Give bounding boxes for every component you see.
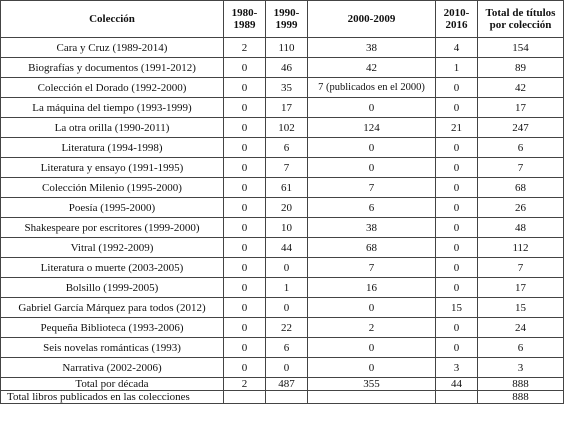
cell-1990-1999: 102: [266, 118, 308, 138]
cell-2000-2009: 7: [308, 178, 436, 198]
table-row: [1, 298, 564, 318]
cell-total: 154: [478, 38, 564, 58]
cell-1980-1989: 2: [224, 38, 266, 58]
header-1980-1989: [224, 1, 266, 38]
cell-1990-1999: 22: [266, 318, 308, 338]
table-row: [1, 98, 564, 118]
cell-total: 26: [478, 198, 564, 218]
cell-1990-1999: 35: [266, 78, 308, 98]
cell-2010-2016: 0: [436, 318, 478, 338]
cell-1980-1989: 0: [224, 318, 266, 338]
table-row: [1, 218, 564, 238]
cell-2010-2016: 0: [436, 338, 478, 358]
grand-total-value: 888: [478, 391, 564, 404]
cell-total: 48: [478, 218, 564, 238]
header-2010-2016: [436, 1, 478, 38]
cell-1990-1999: 20: [266, 198, 308, 218]
decade-total-label: Total por década: [1, 378, 224, 391]
cell-1990-1999: 6: [266, 338, 308, 358]
header-1990-1999-label: 1990- 1999: [273, 7, 300, 31]
cell-coleccion: Narrativa (2002-2006): [1, 358, 224, 378]
cell-1980-1989: 0: [224, 358, 266, 378]
cell-1980-1989: 0: [224, 178, 266, 198]
cell-2000-2009: 0: [308, 298, 436, 318]
cell-2010-2016: 0: [436, 178, 478, 198]
cell-2000-2009: 0: [308, 158, 436, 178]
cell-2010-2016: 15: [436, 298, 478, 318]
decade-total-row: [1, 378, 564, 391]
cell-total: 247: [478, 118, 564, 138]
cell-2010-2016: 0: [436, 138, 478, 158]
header-2010-2016-label: 2010- 2016: [443, 7, 470, 31]
cell-1980-1989: 0: [224, 98, 266, 118]
cell-1980-1989: 0: [224, 118, 266, 138]
cell-coleccion: Biografías y documentos (1991-2012): [1, 58, 224, 78]
cell-2000-2009: 2: [308, 318, 436, 338]
cell-2010-2016: 0: [436, 98, 478, 118]
cell-total: 42: [478, 78, 564, 98]
cell-total: 6: [478, 138, 564, 158]
table-row: [1, 258, 564, 278]
grand-total-empty-1: [224, 391, 266, 404]
cell-1980-1989: 0: [224, 278, 266, 298]
table-row: [1, 278, 564, 298]
cell-1980-1989: 0: [224, 138, 266, 158]
cell-total: 24: [478, 318, 564, 338]
cell-2000-2009: 16: [308, 278, 436, 298]
cell-coleccion: Literatura y ensayo (1991-1995): [1, 158, 224, 178]
decade-total-overall: 888: [478, 378, 564, 391]
cell-1980-1989: 0: [224, 238, 266, 258]
cell-2010-2016: 0: [436, 198, 478, 218]
cell-2000-2009: 0: [308, 358, 436, 378]
grand-total-empty-2: [266, 391, 308, 404]
cell-total: 68: [478, 178, 564, 198]
header-total-titulos-label: Total de títulos por colección: [485, 7, 556, 31]
cell-1980-1989: 0: [224, 298, 266, 318]
cell-2010-2016: 0: [436, 218, 478, 238]
cell-coleccion: La otra orilla (1990-2011): [1, 118, 224, 138]
cell-coleccion: Literatura (1994-1998): [1, 138, 224, 158]
grand-total-empty-4: [436, 391, 478, 404]
cell-total: 15: [478, 298, 564, 318]
cell-1980-1989: 0: [224, 158, 266, 178]
cell-total: 6: [478, 338, 564, 358]
cell-1990-1999: 44: [266, 238, 308, 258]
cell-1980-1989: 0: [224, 78, 266, 98]
table-row: [1, 38, 564, 58]
cell-coleccion: Seis novelas románticas (1993): [1, 338, 224, 358]
grand-total-empty-3: [308, 391, 436, 404]
cell-coleccion: Bolsillo (1999-2005): [1, 278, 224, 298]
cell-total: 17: [478, 278, 564, 298]
cell-2010-2016: 0: [436, 78, 478, 98]
table-row: [1, 198, 564, 218]
cell-2000-2009: 38: [308, 38, 436, 58]
cell-2010-2016: 3: [436, 358, 478, 378]
cell-1990-1999: 61: [266, 178, 308, 198]
cell-coleccion: La máquina del tiempo (1993-1999): [1, 98, 224, 118]
cell-2000-2009: 68: [308, 238, 436, 258]
cell-coleccion: Colección Milenio (1995-2000): [1, 178, 224, 198]
decade-total-2010-2016: 44: [436, 378, 478, 391]
cell-1980-1989: 0: [224, 58, 266, 78]
cell-coleccion: Poesía (1995-2000): [1, 198, 224, 218]
cell-2010-2016: 0: [436, 158, 478, 178]
cell-2000-2009: 7: [308, 258, 436, 278]
cell-coleccion: Cara y Cruz (1989-2014): [1, 38, 224, 58]
table-row: [1, 358, 564, 378]
table-row: [1, 338, 564, 358]
header-coleccion: Colección: [1, 1, 224, 38]
cell-2000-2009: 7 (publicados en el 2000): [308, 78, 436, 98]
cell-1990-1999: 1: [266, 278, 308, 298]
cell-2010-2016: 4: [436, 38, 478, 58]
header-total-titulos: [478, 1, 564, 38]
cell-1990-1999: 17: [266, 98, 308, 118]
cell-2000-2009: 6: [308, 198, 436, 218]
cell-1990-1999: 7: [266, 158, 308, 178]
table-row: [1, 138, 564, 158]
cell-1980-1989: 0: [224, 338, 266, 358]
cell-1990-1999: 110: [266, 38, 308, 58]
cell-2000-2009: 124: [308, 118, 436, 138]
cell-1990-1999: 6: [266, 138, 308, 158]
header-1990-1999: [266, 1, 308, 38]
cell-2010-2016: 1: [436, 58, 478, 78]
cell-1990-1999: 46: [266, 58, 308, 78]
cell-2000-2009: 42: [308, 58, 436, 78]
table-row: [1, 178, 564, 198]
cell-1990-1999: 0: [266, 358, 308, 378]
cell-2000-2009: 38: [308, 218, 436, 238]
header-2000-2009: 2000-2009: [308, 1, 436, 38]
table-row: [1, 238, 564, 258]
grand-total-label: Total libros publicados en las colecciones: [1, 391, 224, 404]
table-body: [1, 38, 564, 378]
cell-1980-1989: 0: [224, 198, 266, 218]
cell-total: 3: [478, 358, 564, 378]
cell-coleccion: Pequeña Biblioteca (1993-2006): [1, 318, 224, 338]
cell-coleccion: Shakespeare por escritores (1999-2000): [1, 218, 224, 238]
cell-2000-2009: 0: [308, 138, 436, 158]
cell-1980-1989: 0: [224, 218, 266, 238]
cell-2010-2016: 0: [436, 258, 478, 278]
cell-1990-1999: 10: [266, 218, 308, 238]
cell-1980-1989: 0: [224, 258, 266, 278]
cell-2000-2009: 0: [308, 98, 436, 118]
cell-2000-2009: 0: [308, 338, 436, 358]
cell-coleccion: Vitral (1992-2009): [1, 238, 224, 258]
cell-total: 7: [478, 158, 564, 178]
cell-total: 89: [478, 58, 564, 78]
cell-2010-2016: 0: [436, 238, 478, 258]
cell-coleccion: Colección el Dorado (1992-2000): [1, 78, 224, 98]
cell-coleccion: Gabriel García Márquez para todos (2012): [1, 298, 224, 318]
table-row: [1, 78, 564, 98]
grand-total-row: [1, 391, 564, 404]
header-1980-1989-label: 1980- 1989: [231, 7, 258, 31]
cell-1990-1999: 0: [266, 258, 308, 278]
cell-total: 17: [478, 98, 564, 118]
table-row: [1, 58, 564, 78]
cell-coleccion: Literatura o muerte (2003-2005): [1, 258, 224, 278]
cell-total: 112: [478, 238, 564, 258]
cell-2010-2016: 0: [436, 278, 478, 298]
table-header-row: [1, 1, 564, 38]
cell-1990-1999: 0: [266, 298, 308, 318]
decade-total-1980-1989: 2: [224, 378, 266, 391]
decade-total-1990-1999: 487: [266, 378, 308, 391]
table-row: [1, 118, 564, 138]
decade-total-2000-2009: 355: [308, 378, 436, 391]
cell-total: 7: [478, 258, 564, 278]
table-row: [1, 318, 564, 338]
table-row: [1, 158, 564, 178]
cell-2010-2016: 21: [436, 118, 478, 138]
